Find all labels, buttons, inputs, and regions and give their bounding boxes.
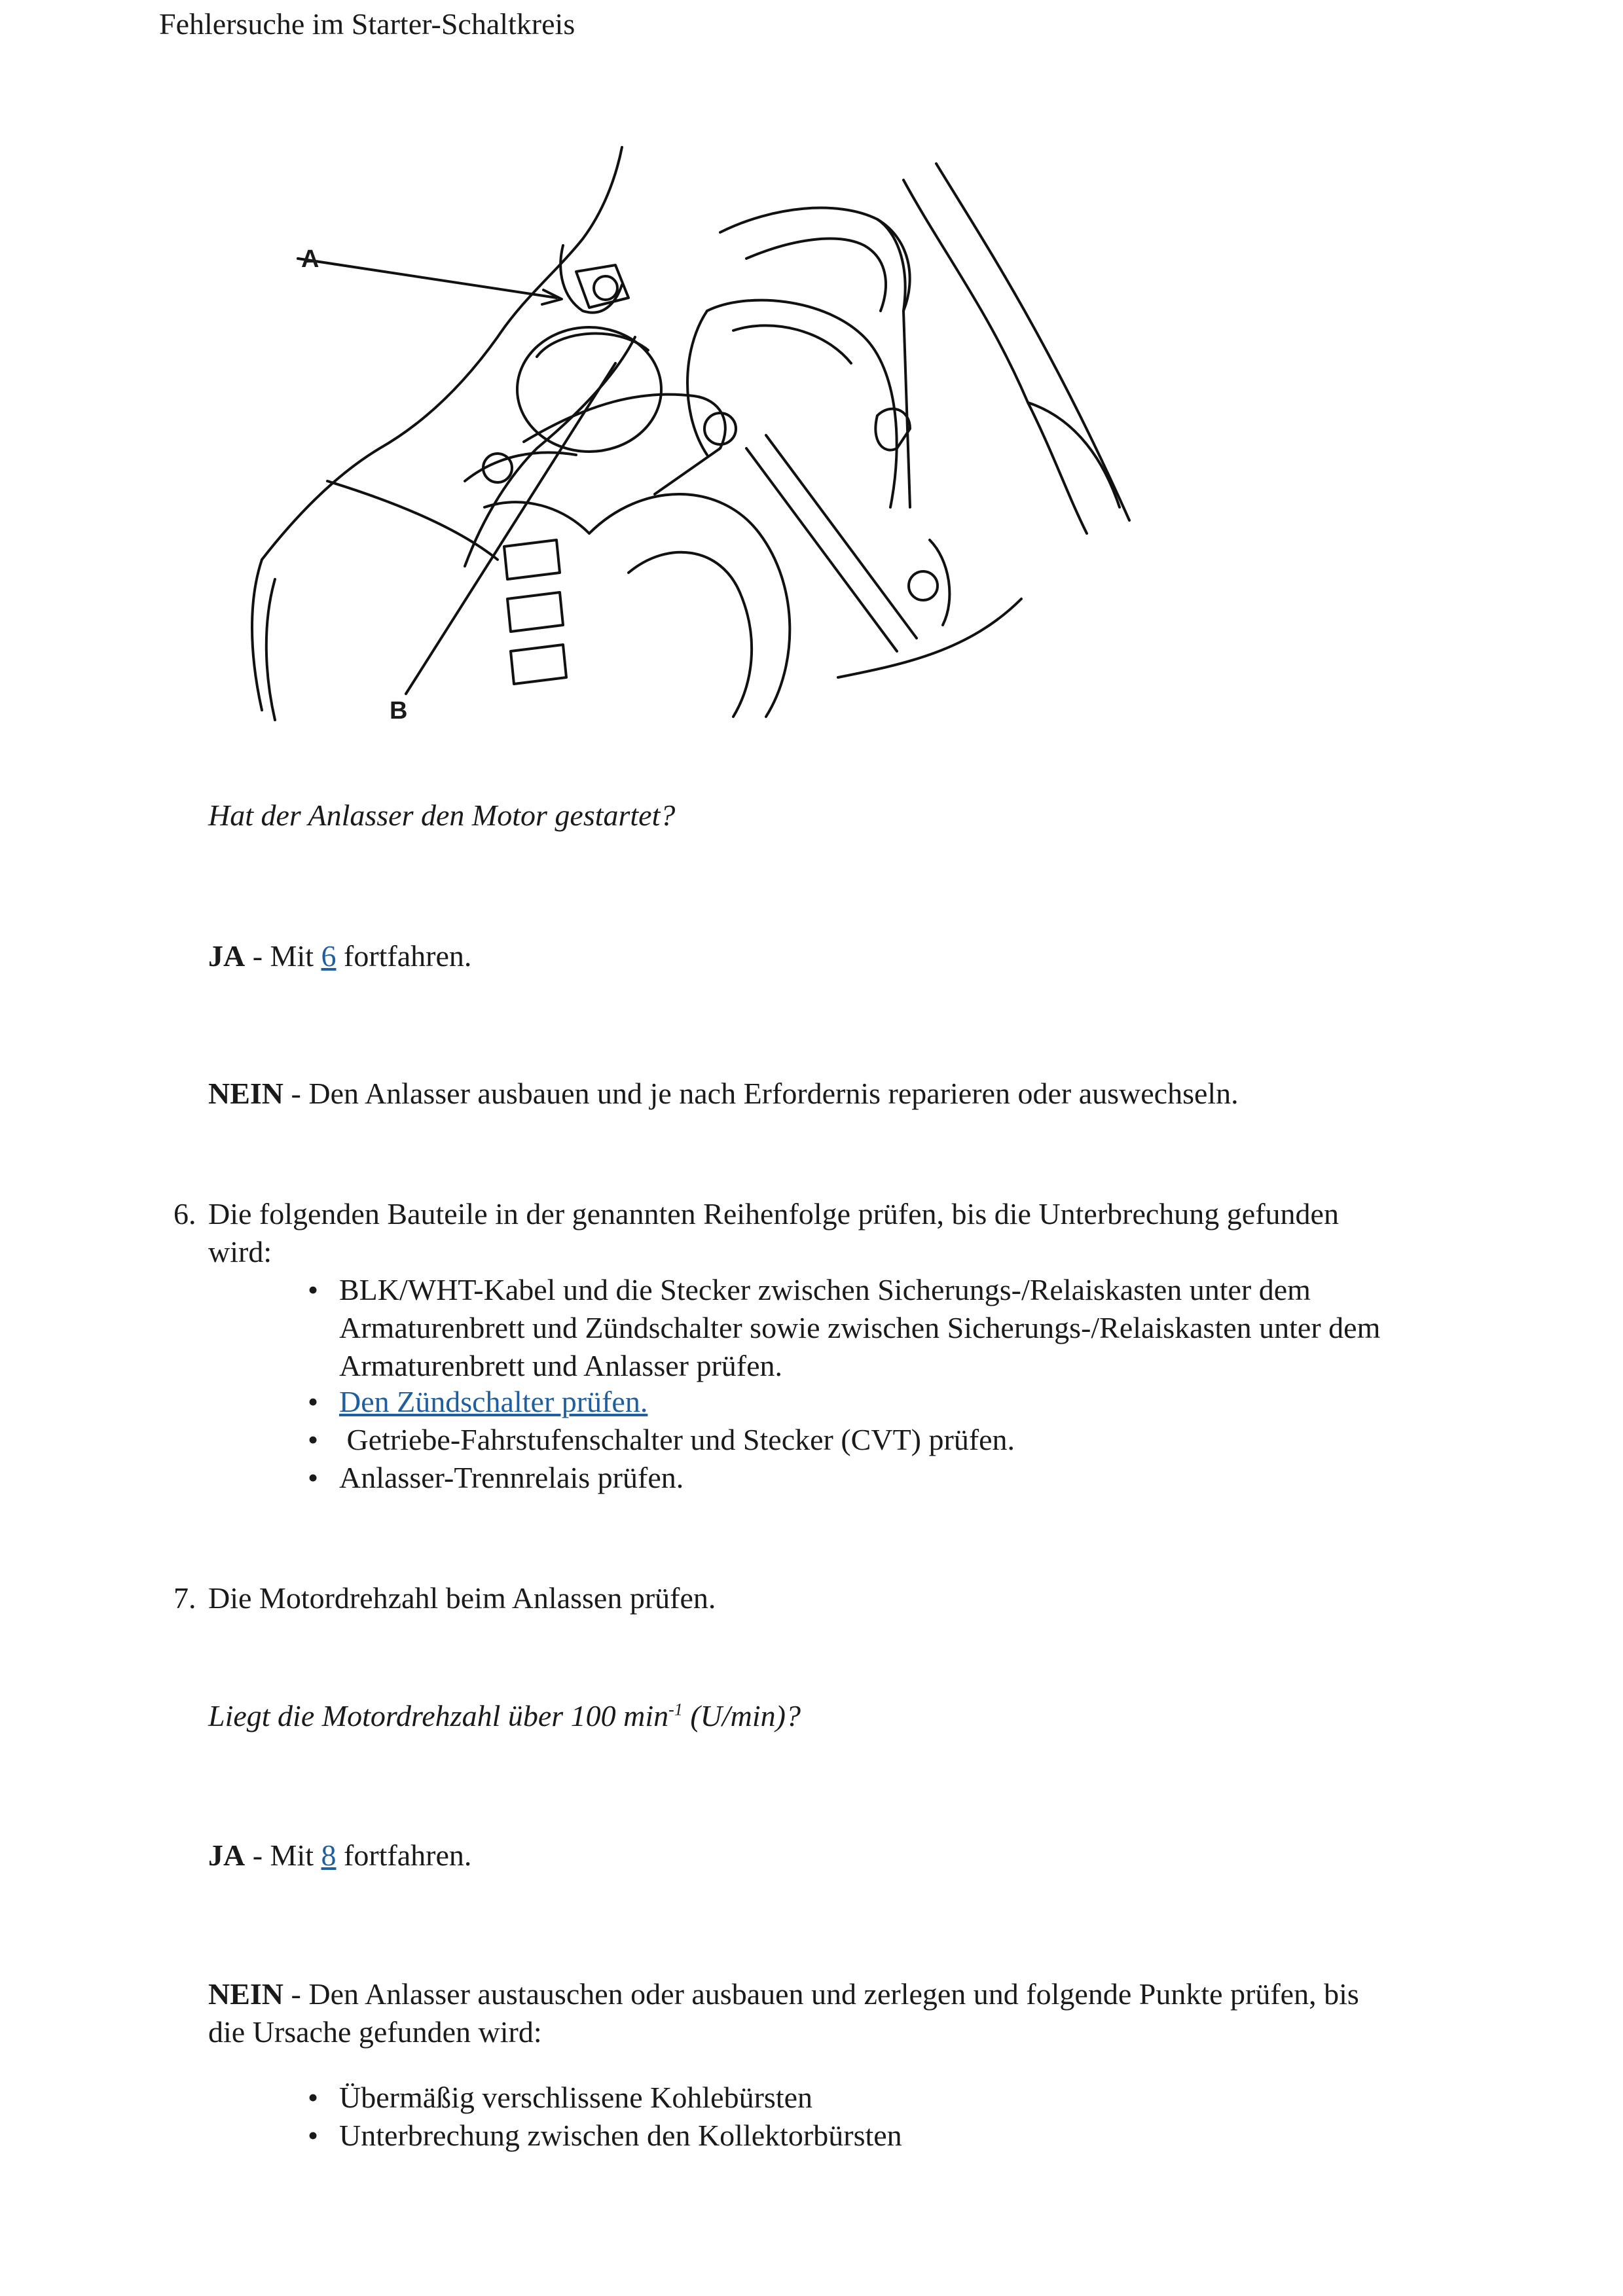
step5-yes-line <box>208 937 471 975</box>
step7-number: 7. <box>173 1581 196 1615</box>
yes-text-pre: - Mit <box>245 939 321 973</box>
starter-line-drawing <box>249 141 1159 730</box>
goto-step-6-link[interactable]: 6 <box>321 939 337 973</box>
list-item-cont: Armaturenbrett und Zündschalter sowie zwischen Sicherungs-/Relaiskasten unter dem <box>339 1311 1381 1344</box>
step6-number: 6. <box>173 1197 196 1230</box>
list-item-cont: Armaturenbrett und Anlasser prüfen. <box>339 1349 783 1382</box>
figure-label-a: A <box>301 245 319 273</box>
list-item: Unterbrechung zwischen den Kollektorbürsten <box>339 2119 902 2152</box>
bullet-icon: • <box>308 1423 319 1456</box>
bullet-icon: • <box>308 2081 319 2114</box>
list-item: Anlasser-Trennrelais prüfen. <box>339 1461 684 1494</box>
step7-text: Die Motordrehzahl beim Anlassen prüfen. <box>208 1581 716 1615</box>
step6-line1: Die folgenden Bauteile in der genannten Reihenfolge prüfen, bis die Unterbrechung gefunden <box>208 1197 1339 1230</box>
list-item: BLK/WHT-Kabel und die Stecker zwischen Sicherungs-/Relaiskasten unter dem <box>339 1273 1311 1306</box>
page-header-title: Fehlersuche im Starter-Schaltkreis <box>159 7 575 41</box>
no-label: NEIN <box>208 1077 284 1110</box>
question-pre: Liegt die Motordrehzahl über 100 min <box>208 1699 669 1732</box>
bullet-icon: • <box>308 1461 319 1494</box>
figure-label-b: B <box>390 697 408 725</box>
question-sup: -1 <box>668 1700 683 1719</box>
no-line1: - Den Anlasser austauschen oder ausbauen und zerlegen und folgende Punkte prüfen, bis <box>283 1977 1359 2011</box>
starter-figure <box>249 141 1159 730</box>
yes-label: JA <box>208 1839 246 1872</box>
step7-no-line2: die Ursache gefunden wird: <box>208 2015 542 2049</box>
no-label: NEIN <box>208 1977 284 2011</box>
bullet-icon: • <box>308 1385 319 1418</box>
step5-question: Hat der Anlasser den Motor gestartet? <box>208 798 676 832</box>
step7-no-line <box>208 1975 1359 2013</box>
no-text: - Den Anlasser ausbauen und je nach Erfordernis reparieren oder auswechseln. <box>283 1077 1239 1110</box>
list-item: Getriebe-Fahrstufenschalter und Stecker (CVT) prüfen. <box>339 1423 1015 1456</box>
step7-yes-line <box>208 1837 471 1874</box>
list-item: Übermäßig verschlissene Kohlebürsten <box>339 2081 813 2114</box>
yes-text-pre: - Mit <box>245 1839 321 1872</box>
step5-no-line <box>208 1075 1239 1113</box>
step6-line2: wird: <box>208 1235 272 1268</box>
yes-label: JA <box>208 939 246 973</box>
bullet-icon: • <box>308 1273 319 1306</box>
step7-question <box>208 1697 801 1735</box>
bullet-icon: • <box>308 2119 319 2152</box>
yes-text-post: fortfahren. <box>336 939 472 973</box>
ignition-switch-check-link[interactable]: Den Zündschalter prüfen. <box>339 1385 648 1418</box>
question-post: (U/min)? <box>682 1699 801 1732</box>
yes-text-post: fortfahren. <box>336 1839 472 1872</box>
goto-step-8-link[interactable]: 8 <box>321 1839 337 1872</box>
